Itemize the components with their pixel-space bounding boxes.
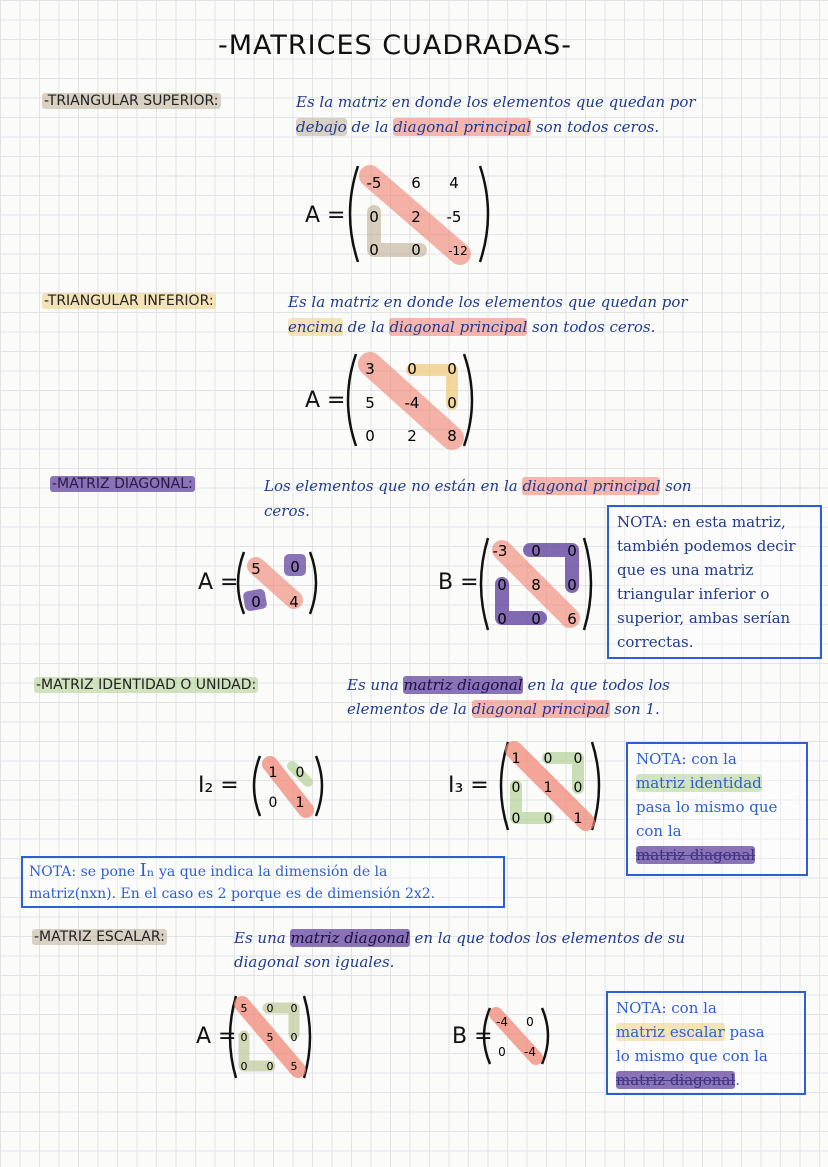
diagonal-a-label: A =	[198, 570, 239, 595]
escalar-a-matrix	[224, 992, 316, 1082]
diagonal-b-label: B =	[438, 570, 479, 595]
highlight-diagonal-principal: diagonal principal	[393, 118, 532, 136]
highlight-matriz-diagonal: matriz diagonal	[403, 676, 523, 694]
escalar-a-cell: 5	[290, 1060, 298, 1073]
identidad-note-box: NOTA: con la matriz identidad pasa lo mismo que con la matriz diagonal	[626, 742, 808, 876]
page-title: -MATRICES CUADRADAS-	[218, 30, 572, 61]
inferior-cell: 8	[447, 427, 457, 445]
superior-cell: 2	[411, 208, 421, 226]
highlight-diagonal-principal: diagonal principal	[389, 318, 528, 336]
identity-3-cell: 0	[511, 780, 521, 796]
identity-3-cell: 0	[573, 751, 583, 767]
inferior-cell: 0	[407, 360, 417, 378]
identity-2-cell: 0	[295, 765, 305, 781]
escalar-b-cell: -4	[524, 1045, 536, 1059]
inferior-matrix-label: A =	[305, 388, 346, 413]
diagonal-b-cell: 0	[567, 576, 577, 594]
identity-3-cell: 0	[543, 751, 553, 767]
identity-2-matrix	[248, 752, 328, 820]
highlight-matriz-identidad: matriz identidad	[636, 774, 762, 792]
highlight-debajo: debajo	[296, 118, 347, 136]
heading-matriz-diagonal: -MATRIZ DIAGONAL:	[52, 476, 193, 492]
superior-cell: -5	[446, 208, 462, 226]
escalar-b-cell: 0	[526, 1015, 534, 1029]
identity-3-cell: 0	[543, 811, 553, 827]
superior-matrix	[340, 160, 500, 268]
escalar-a-cell: 0	[240, 1060, 248, 1073]
diagonal-b-cell: 8	[531, 576, 541, 594]
diagonal-b-cell: 0	[531, 542, 541, 560]
identity-3-cell: 1	[543, 780, 553, 796]
diagonal-a-cell: 0	[290, 558, 300, 576]
inferior-desc-line2: encima de la diagonal principal son todos ceros.	[288, 318, 656, 336]
inferior-cell: 0	[447, 360, 457, 378]
identity-3-cell: 0	[573, 780, 583, 796]
escalar-b-cell: -4	[496, 1015, 508, 1029]
highlight-diagonal-principal: diagonal principal	[522, 477, 661, 495]
escalar-a-cell: 0	[266, 1002, 274, 1015]
diagonal-b-cell: 6	[567, 610, 577, 628]
identity-3-label: I₃ =	[448, 773, 489, 798]
diagonal-a-cell: 5	[251, 560, 261, 578]
dimension-note-box: NOTA: se pone Iₙ ya que indica la dimensión de la matriz(nxn). En el caso es 2 porque es de dimensión 2x2.	[21, 856, 505, 908]
heading-matriz-escalar: -MATRIZ ESCALAR:	[34, 929, 165, 945]
diagonal-b-cell: -3	[492, 542, 508, 560]
inferior-cell: -4	[404, 394, 420, 412]
identity-n-symbol: Iₙ	[139, 860, 155, 881]
heading-triangular-inferior: -TRIANGULAR INFERIOR:	[44, 293, 214, 309]
diagonal-desc-line2: ceros.	[264, 502, 310, 520]
escalar-note-box: NOTA: con la matriz escalar pasa lo mismo que con la matriz diagonal.	[606, 991, 806, 1095]
escalar-b-cell: 0	[498, 1045, 506, 1059]
escalar-a-cell: 0	[290, 1031, 298, 1044]
superior-desc-line1: Es la matriz en donde los elementos que quedan por	[296, 93, 696, 111]
diagonal-note-box: NOTA: en esta matriz, también podemos decir que es una matriz triangular inferior o superior, ambas serían correctas.	[607, 505, 822, 659]
inferior-cell: 3	[365, 360, 375, 378]
superior-cell: 0	[369, 241, 379, 259]
escalar-a-cell: 0	[240, 1031, 248, 1044]
highlight-matriz-diagonal: matriz diagonal	[616, 1071, 736, 1089]
escalar-a-cell: 0	[266, 1060, 274, 1073]
escalar-desc-line1: Es una matriz diagonal en la que todos los elementos de su	[234, 929, 686, 947]
superior-cell: -5	[366, 174, 382, 192]
escalar-b-matrix	[478, 1004, 554, 1068]
identity-3-cell: 0	[511, 811, 521, 827]
diagonal-desc-line1: Los elementos que no están en la diagonal principal son	[264, 477, 692, 495]
superior-cell: 0	[411, 241, 421, 259]
diagonal-b-cell: 0	[531, 610, 541, 628]
identity-2-label: I₂ =	[198, 773, 239, 798]
superior-desc-line2: debajo de la diagonal principal son todos ceros.	[296, 118, 660, 136]
inferior-desc-line1: Es la matriz en donde los elementos que quedan por	[288, 293, 688, 311]
identity-2-cell: 1	[295, 795, 305, 811]
identity-2-cell: 0	[268, 795, 278, 811]
escalar-desc-line2: diagonal son iguales.	[234, 953, 395, 971]
superior-cell: -12	[448, 244, 468, 258]
inferior-cell: 0	[447, 394, 457, 412]
inferior-matrix	[340, 348, 480, 452]
inferior-cell: 2	[407, 427, 417, 445]
superior-cell: 4	[449, 174, 459, 192]
diagonal-a-cell: 4	[289, 593, 299, 611]
superior-matrix-label: A =	[305, 203, 346, 228]
diagonal-a-matrix	[232, 548, 322, 618]
escalar-b-label: B =	[452, 1024, 493, 1049]
escalar-a-cell: 5	[266, 1031, 274, 1044]
heading-matriz-identidad: -MATRIZ IDENTIDAD O UNIDAD:	[36, 677, 257, 693]
highlight-diagonal-principal: diagonal principal	[471, 700, 610, 718]
escalar-a-cell: 5	[240, 1002, 248, 1015]
identity-3-cell: 1	[511, 751, 521, 767]
highlight-encima: encima	[288, 318, 343, 336]
highlight-matriz-diagonal: matriz diagonal	[636, 846, 756, 864]
highlight-matriz-diagonal: matriz diagonal	[290, 929, 410, 947]
diagonal-b-cell: 0	[567, 542, 577, 560]
diagonal-b-cell: 0	[497, 576, 507, 594]
diagonal-b-cell: 0	[497, 610, 507, 628]
identity-3-cell: 1	[573, 811, 583, 827]
heading-triangular-superior: -TRIANGULAR SUPERIOR:	[44, 93, 219, 109]
identity-2-cell: 1	[268, 765, 278, 781]
identidad-desc-line1: Es una matriz diagonal en la que todos los	[347, 676, 670, 694]
diagonal-b-matrix	[474, 534, 598, 634]
identidad-desc-line2: elementos de la diagonal principal son 1.	[347, 700, 660, 718]
highlight-matriz-escalar: matriz escalar	[616, 1023, 725, 1041]
inferior-cell: 5	[365, 394, 375, 412]
inferior-cell: 0	[365, 427, 375, 445]
escalar-a-cell: 0	[290, 1002, 298, 1015]
escalar-a-label: A =	[196, 1024, 237, 1049]
superior-cell: 6	[411, 174, 421, 192]
superior-cell: 0	[369, 208, 379, 226]
diagonal-a-cell: 0	[251, 593, 261, 611]
identity-3-matrix	[494, 738, 606, 834]
